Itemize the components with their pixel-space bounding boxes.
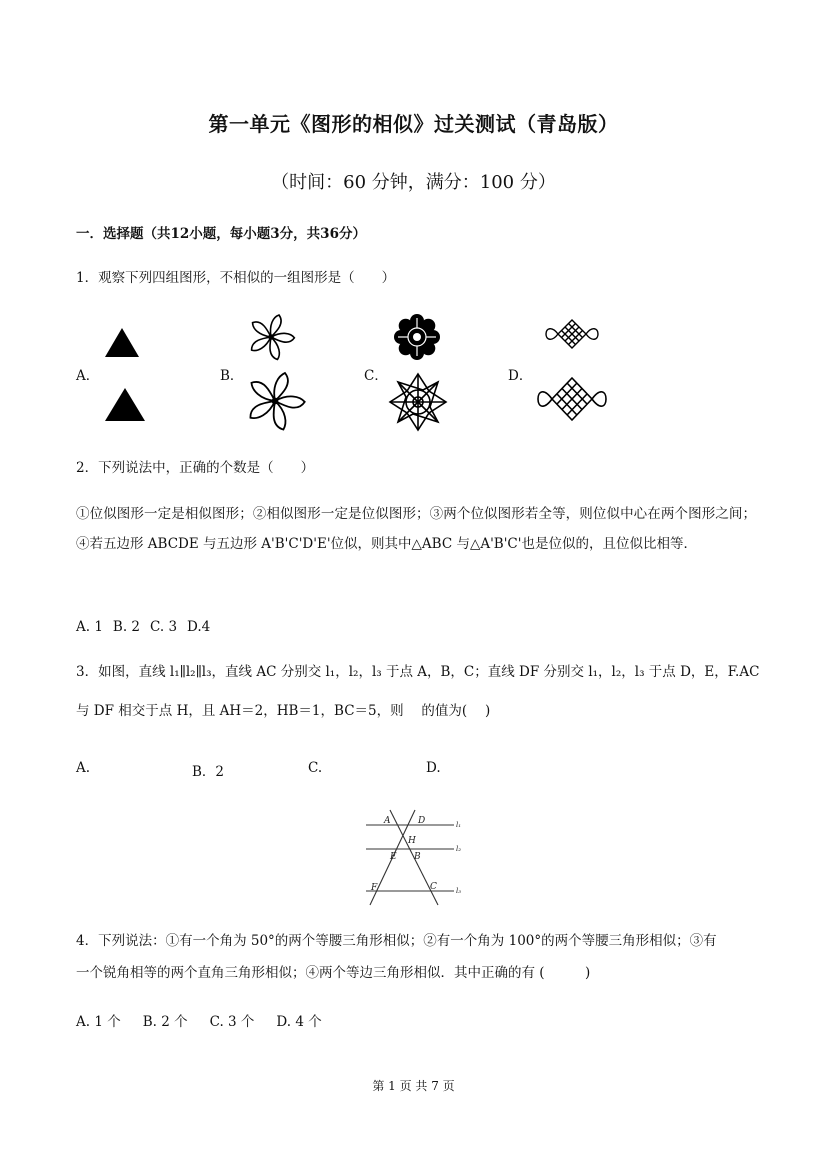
q4-stem-line2: 一个锐角相等的两个直角三角形相似；④两个等边三角形相似．其中正确的有 ( ) bbox=[76, 965, 591, 981]
label-f: F bbox=[371, 883, 378, 893]
label-c: C bbox=[430, 882, 437, 892]
label-l3: l₃ bbox=[456, 887, 462, 895]
label-h: H bbox=[408, 836, 416, 846]
q4-options bbox=[76, 1012, 322, 1032]
q3-option-d: D. bbox=[426, 760, 441, 776]
parallel-lines-figure bbox=[360, 808, 470, 908]
page-number: 第 1 页 共 7 页 bbox=[372, 1079, 455, 1093]
flower-icon bbox=[392, 312, 442, 362]
q3-stem-line2: 与 DF 相交于点 H，且 AH＝2，HB＝1，BC＝5，则 的值为( ) bbox=[76, 703, 491, 719]
q1-option-a: A． bbox=[76, 368, 100, 384]
triangle-icon bbox=[104, 326, 140, 358]
q1-stem: 1．观察下列四组图形，不相似的一组图形是（ ） bbox=[76, 270, 396, 286]
q3-option-c: C. bbox=[308, 760, 323, 776]
pinwheel-icon bbox=[246, 312, 296, 362]
chinese-knot-icon bbox=[536, 376, 608, 422]
q4-option-d: D. 4 个 bbox=[276, 1014, 322, 1030]
q4-option-a: A. 1 个 bbox=[76, 1014, 121, 1030]
label-l1: l₁ bbox=[456, 821, 462, 829]
chinese-knot-icon bbox=[544, 318, 600, 350]
section-heading: 一．选择题（共12小题，每小题3分，共36分） bbox=[76, 226, 366, 242]
label-e: E bbox=[390, 852, 397, 862]
exam-info: （时间：60 分钟，满分：100 分） bbox=[271, 172, 556, 193]
q2-stem: 2．下列说法中，正确的个数是（ ） bbox=[76, 460, 315, 476]
label-b: B bbox=[414, 852, 421, 862]
q3-stem-line1: 3．如图，直线 l₁∥l₂∥l₃，直线 AC 分别交 l₁，l₂，l₃ 于点 A，B，C；直线 DF 分别交 l₁，l₂，l₃ 于点 D，E，F.AC bbox=[76, 664, 760, 680]
q2-options bbox=[76, 617, 210, 637]
label-a: A bbox=[384, 816, 391, 826]
q3-option-b: B．2 bbox=[192, 764, 225, 780]
q2-statements: ①位似图形一定是相似图形；②相似图形一定是位似图形；③两个位似图形若全等，则位似中心在两个图形之间；④若五边形 ABCDE 与五边形 A'B'C'D'E'位似，则其中△ABC 与△A'B'C'也是位似的，且位似比相等． bbox=[76, 506, 756, 552]
q1-option-d: D． bbox=[508, 368, 533, 384]
triangle-icon bbox=[104, 386, 146, 422]
q2-option-c: C. 3 bbox=[150, 619, 178, 635]
q4-option-c: C. 3 个 bbox=[209, 1014, 255, 1030]
q2-option-a: A. 1 bbox=[76, 619, 103, 635]
q4-stem-line1: 4．下列说法：①有一个角为 50°的两个等腰三角形相似；②有一个角为 100°的两个等腰三角形相似；③有 bbox=[76, 933, 717, 949]
q2-option-d: D.4 bbox=[187, 619, 211, 635]
label-l2: l₂ bbox=[456, 845, 462, 853]
q2-option-b: B. 2 bbox=[112, 619, 141, 635]
pinwheel-icon bbox=[244, 370, 306, 432]
q4-option-b: B. 2 个 bbox=[142, 1014, 188, 1030]
flower-icon bbox=[388, 372, 448, 432]
q1-option-c: C． bbox=[364, 368, 388, 384]
page-title: 第一单元《图形的相似》过关测试（青岛版） bbox=[208, 112, 619, 136]
q3-option-a: A. bbox=[76, 760, 91, 776]
label-d: D bbox=[418, 816, 426, 826]
q1-option-b: B． bbox=[220, 368, 244, 384]
